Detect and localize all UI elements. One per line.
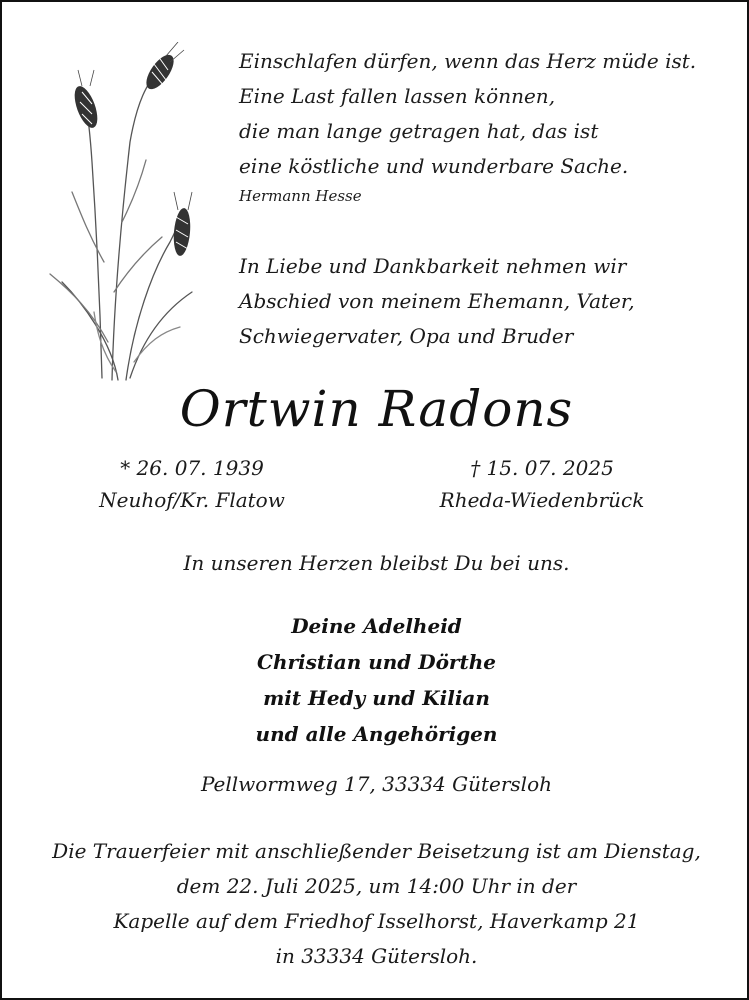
service-line: dem 22. Juli 2025, um 14:00 Uhr in der xyxy=(176,874,577,898)
family-line: Christian und Dörthe xyxy=(257,650,496,674)
funeral-service-info xyxy=(2,834,749,974)
service-line: Kapelle auf dem Friedhof Isselhorst, Haverkamp 21 xyxy=(113,909,640,933)
poem-line: eine köstliche und wunderbare Sache. xyxy=(239,154,629,178)
service-line: Die Trauerfeier mit anschließender Beisetzung ist am Dienstag, xyxy=(52,839,701,863)
memorial-motto: In unseren Herzen bleibst Du bei uns. xyxy=(183,551,570,575)
family-line: und alle Angehörigen xyxy=(255,722,498,746)
intro-line: Schwiegervater, Opa und Bruder xyxy=(239,324,574,348)
death-place: Rheda-Wiedenbrück xyxy=(439,488,645,512)
intro-line: In Liebe und Dankbarkeit nehmen wir xyxy=(239,254,627,278)
service-line: in 33334 Gütersloh. xyxy=(275,944,478,968)
birth-info xyxy=(42,452,342,516)
family-line: mit Hedy und Kilian xyxy=(263,686,490,710)
poem-quote xyxy=(239,44,739,206)
farewell-intro xyxy=(239,249,739,354)
poem-author: Hermann Hesse xyxy=(239,187,362,205)
death-date: † 15. 07. 2025 xyxy=(470,456,614,480)
family-line: Deine Adelheid xyxy=(291,614,462,638)
family-address: Pellwormweg 17, 33334 Gütersloh xyxy=(200,772,552,796)
intro-line: Abschied von meinem Ehemann, Vater, xyxy=(239,289,635,313)
family-signatures xyxy=(2,608,749,752)
birth-date: * 26. 07. 1939 xyxy=(120,456,264,480)
poem-line: Einschlafen dürfen, wenn das Herz müde ist. xyxy=(239,49,697,73)
birth-place: Neuhof/Kr. Flatow xyxy=(99,488,285,512)
poem-line: die man lange getragen hat, das ist xyxy=(239,119,599,143)
death-info xyxy=(392,452,692,516)
poem-line: Eine Last fallen lassen können, xyxy=(239,84,556,108)
deceased-name: Ortwin Radons xyxy=(179,380,574,438)
wheat-ears-illustration xyxy=(42,42,202,382)
